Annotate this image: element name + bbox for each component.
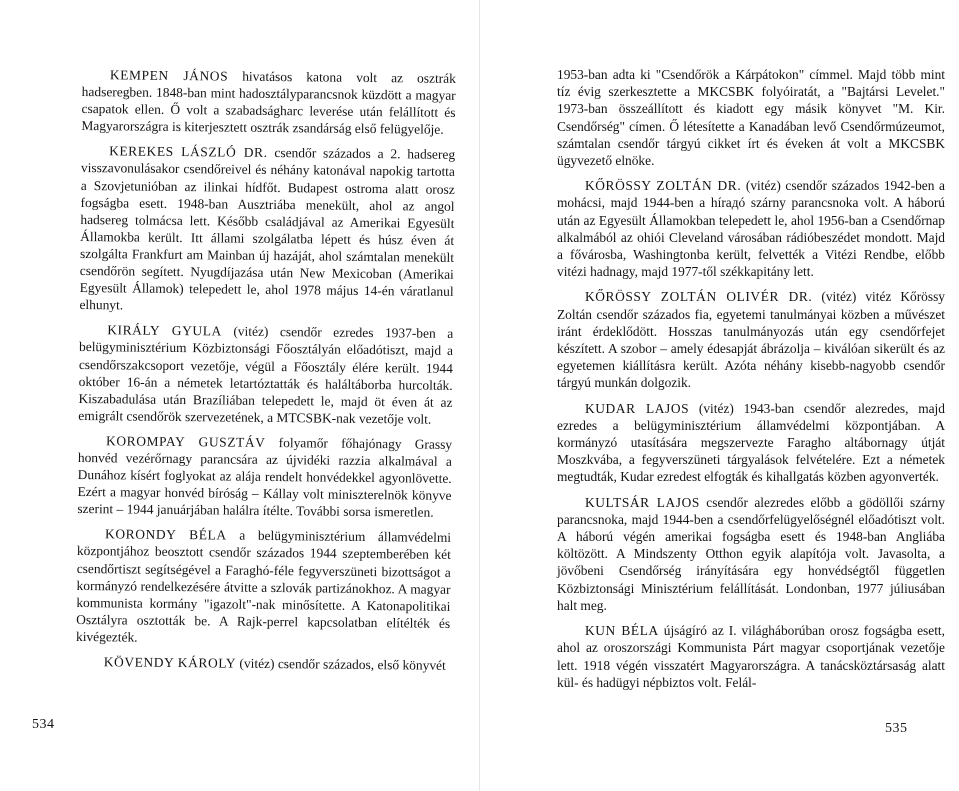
biography-entry xyxy=(76,653,450,674)
entry-text: (vitéz) csendőr százados, első könyvét xyxy=(239,655,446,673)
biography-entry xyxy=(557,494,945,614)
entry-text: a belügyminisztérium államvédelmi központjához beosztott csendőr százados 1944 szeptemberében két csendőrtiszt segítségével a Faraghó-féle fegyverszüneti bizottságot a kormányzó rendelkezésére átvitte a szlovák partizánokhoz. A magyar kommunista kormány "igazolt"-nak minősítette. A Katonapolitikai Osztályra osztották be. A Rajk-perrel kapcsolatban elítélték és kivégezték. xyxy=(75,528,452,645)
page-number-left: 534 xyxy=(32,717,55,732)
biography-entry xyxy=(557,177,945,280)
continued-entry-text: 1953-ban adta ki "Csendőrök a Kárpátokon" címmel. Majd több mint tíz évig szerkesztette a MKCSBK folyóiratát, a "Bajtársi Levelet." 1973-ban összeállított és kiadott egy másik könyvet "M. Kir. Csendőrség" címen. Ő létesítette a Kanadában levő Csendőrmúzeumot, számtalan csendőr tárgyú cikket írt és éveken át volt a MKCSBK ügyvezető elnöke. xyxy=(557,67,945,169)
entry-text: csendőr alezredes előbb a gödöllői szárny parancsnoka, majd 1944-ben a csendőrfelügyelőségnél előadótiszt volt. A háború végén amerikai fogságba esett és 1948-ban Angliába költözött. A Mindszenty Otthon egyik alapítója volt. Javasolta, a jövőbeni Csendőrség irányítására egy honvédségtől független Közbiztonsági Minisztérium felállítását. Londonban, 1977 júliusában halt meg. xyxy=(557,494,945,613)
entry-text: (vitéz) vitéz Kőrössy Zoltán csendőr százados fia, egyetemi tanulmányai közben a művészet iránt érdeklődött. Hosszas tanulmányozás után egy csendőrfejet készített. A szobor – amely édesapját ábrázolja – kiválóan sikerült és az egyetemen kiállításra került. Azóta néhány kisebb-nagyobb csendőr tárgyú munkán dolgozik. xyxy=(557,289,945,391)
entry-name: KEREKES LÁSZLÓ DR. xyxy=(109,143,268,161)
left-page xyxy=(0,0,479,791)
entry-text: csendőr százados a 2. hadsereg visszavonulásakor csendőreivel és néhány katonával napokig tartotta a Szovjetunióban az ilinkai hídfőt. Budapest ostroma alatt orosz fogságba esett. 1948-ban Ausztriába menekült, ahol az angol hadsereg tolmácsa lett. Később családjával az Amerikai Egyesült Államokba került. Itt állami szolgálatba lépett és húsz éven át szolgálta Frankfurt am Mainban új hazáját, ahol számtalan menekült csendőrön segített. Nyugdíjazása után New Mexicoban (Amerikai Egyesült Államok) telepedett le, ahol 1978 május 14-én váratlanul elhunyt. xyxy=(79,145,456,313)
entry-name: KUDAR LAJOS xyxy=(585,400,690,416)
entry-name: KŐRÖSSY ZOLTÁN DR. xyxy=(585,178,742,194)
biography-entry xyxy=(78,321,453,427)
entry-text: folyamőr főhajónagy Grassy honvéd vezérőrnagy parancsára az újvidéki razzia alkalmával a Dunához kísért foglyokat az alája rendelt honvédekkel agyonlövette. Ezért a magyar honvéd bíróság – Kállay volt miniszterelnök könyve szerint – 1944 januárjában halálra ítélte. További sorsa ismeretlen. xyxy=(77,434,453,520)
biography-entry xyxy=(81,66,456,138)
entry-name: KEMPEN JÁNOS xyxy=(109,67,229,84)
biography-entry xyxy=(557,622,945,691)
page-number-right: 535 xyxy=(885,721,908,736)
biography-entry xyxy=(77,432,452,521)
entry-text: (vitéz) 1943-ban csendőr alezredes, majd ezredes a belügyminisztérium államvédelmi központjában. A kormányzó utasítására megszervezte Faragho altábornagy útját Moszkvába, a fegyverszüneti tárgyalások felvételére. Ezt a németek megtudták, Kudar ezredest elfogták és kihallgatás közben agyonverték. xyxy=(557,400,945,485)
biography-entry xyxy=(76,525,451,649)
entry-text: újságíró az I. világháborúban orosz fogságba esett, ahol az oroszországi Kommunista Párt magyar csoportjának vezetője lett. 1918 végén visszatért Magyarországra. A tanácsköztársaság alatt kül- és hadügyi népbiztos volt. Felál- xyxy=(557,623,945,690)
biography-entry xyxy=(557,400,945,486)
entry-text: (vitéz) csendőr százados 1942-ben a mohácsi, majd 1944-ben a hírадó szárny parancsnoka volt. A háború után az Egyesült Államokban telepedett le, ahol 1956-ban a Csendőrnap alkalmából az ohiói Cleveland városában rádióbeszédet mondott. Majd a fővárosba, Washingtonba került, felvették a Vitézi Rendbe, előbb vitézi hadnagy, majd 1977-től székkapitány lett. xyxy=(557,178,945,280)
entry-name: KORONDY BÉLA xyxy=(105,526,227,543)
entry-name: KOROMPAY GUSZTÁV xyxy=(105,433,266,450)
entry-name: KŐRÖSSY ZOLTÁN OLIVÉR DR. xyxy=(585,289,813,305)
entry-name: KÖVENDY KÁROLY xyxy=(103,654,237,671)
entry-name: KULTSÁR LAJOS xyxy=(585,494,700,510)
entry-name: KIRÁLY GYULA xyxy=(107,322,222,339)
left-text-column xyxy=(76,66,456,682)
right-page xyxy=(480,0,959,791)
right-text-column xyxy=(557,66,945,699)
biography-entry xyxy=(557,288,945,391)
entry-text: (vitéz) csendőr ezredes 1937-ben a belügyminisztérium Közbiztonsági Főosztályán előadótiszt, majd a csendőrszakcsoport vezetője, végül a Főosztály élére került. 1944 október 16-án a németek letartóztatták és haláltáborba hurcolták. Kiszabadulása után Brazíliában telepedett le, majd öt éven át az emigrált csendőrök szervezetének, a MTCSBK-nak vezetője volt. xyxy=(78,323,454,427)
entry-text: hivatásos katona volt az osztrák hadseregben. 1848-ban mint hadosztályparancsnok küzdött a magyar csapatok ellen. Ő volt a szabadságharc leverése után felállított és Magyarországra is kiterjesztett osztrák zsandárság első felügyelője. xyxy=(81,68,456,138)
biography-entry xyxy=(79,142,455,317)
entry-name: KUN BÉLA xyxy=(585,623,659,639)
